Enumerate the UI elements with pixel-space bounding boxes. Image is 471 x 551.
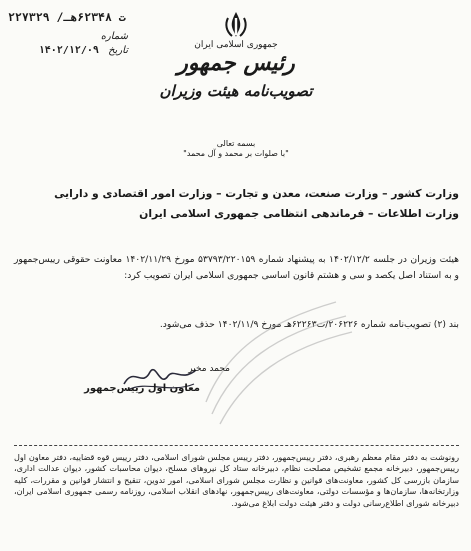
approval-title: تصویب‌نامه هیئت وزیران [159,82,313,100]
recipients-line: وزارت کشور – وزارت صنعت، معدن و تجارت – وزارت امور اقتصادی و دارایی [54,187,459,200]
decree-clause: بند (۲) تصویب‌نامه شماره ۲۰۶۲۲۶/ت۶۲۲۶۳هـ مورخ ۱۴۰۲/۱۱/۹ حذف می‌شود. [159,319,459,330]
number-row [10,31,128,42]
iran-emblem-icon [222,10,250,40]
signatory-title: معاون اول رییس‌جمهور [84,383,200,394]
date-row [10,45,128,56]
watermark-stamp-icon [186,282,356,432]
country-name: جمهوری اسلامی ایران [194,40,278,50]
divider [14,445,459,446]
decree-body: هیئت وزیران در جلسه ۱۴۰۲/۱۲/۲ به پیشنهاد شماره ۵۳۷۹۳/۲۲۰۱۵۹ مورخ ۱۴۰۲/۱۱/۲۹ معاونت حقوقی رییس‌جمهور و به استناد اصل یکصد و سی و هشتم قانون اساسی جمهوری اسلامی ایران تصویب کرد: [14,254,459,281]
basmala: بسمه تعالی [216,139,256,148]
registration-number: ۲۲۷۳۲۹ /ت ۶۲۳۴۸هـ [8,10,126,24]
date-label: تاریخ [108,45,128,56]
date-value: ۱۴۰۲/۱۲/۰۹ [38,45,99,56]
office-title: رئیس جمهور [177,50,295,76]
number-label: شماره [100,31,128,42]
signatory-name: محمد مخبر [188,364,230,374]
recipients-line: وزارت اطلاعات – فرماندهی انتظامی جمهوری اسلامی ایران [139,207,459,220]
distribution-list: رونوشت به دفتر مقام معظم رهبری، دفتر رییس‌جمهور، دفتر رییس مجلس شورای اسلامی، دفتر رییس قوه قضاییه، دفتر معاون اول رییس‌جمهور، دبیرخانه مجمع تشخیص مصلحت نظام، دبیرخانه ستاد کل نیروهای مسلح، دیوان محاسبات کشور، دیوان عدالت اداری، سازمان بازرسی کل کشور، معاونت‌های قوانین و نظارت مجلس شورای اسلامی، امور تدوین، تنقیح و انتشار قوانین و مقررات، کلیه وزارتخانه‌ها، سازمان‌ها و مؤسسات دولتی، معاونت‌های رییس‌جمهور، نهادهای انقلاب اسلامی، روزنامه رسمی جمهوری اسلامی ایران، دبیرخانه شورای اطلاع‌رسانی دولت و دفتر هیئت دولت ابلاغ می‌شود. [14,452,459,508]
recipients [16,184,459,224]
salawat: "با صلوات بر محمد و آل محمد" [183,149,289,158]
